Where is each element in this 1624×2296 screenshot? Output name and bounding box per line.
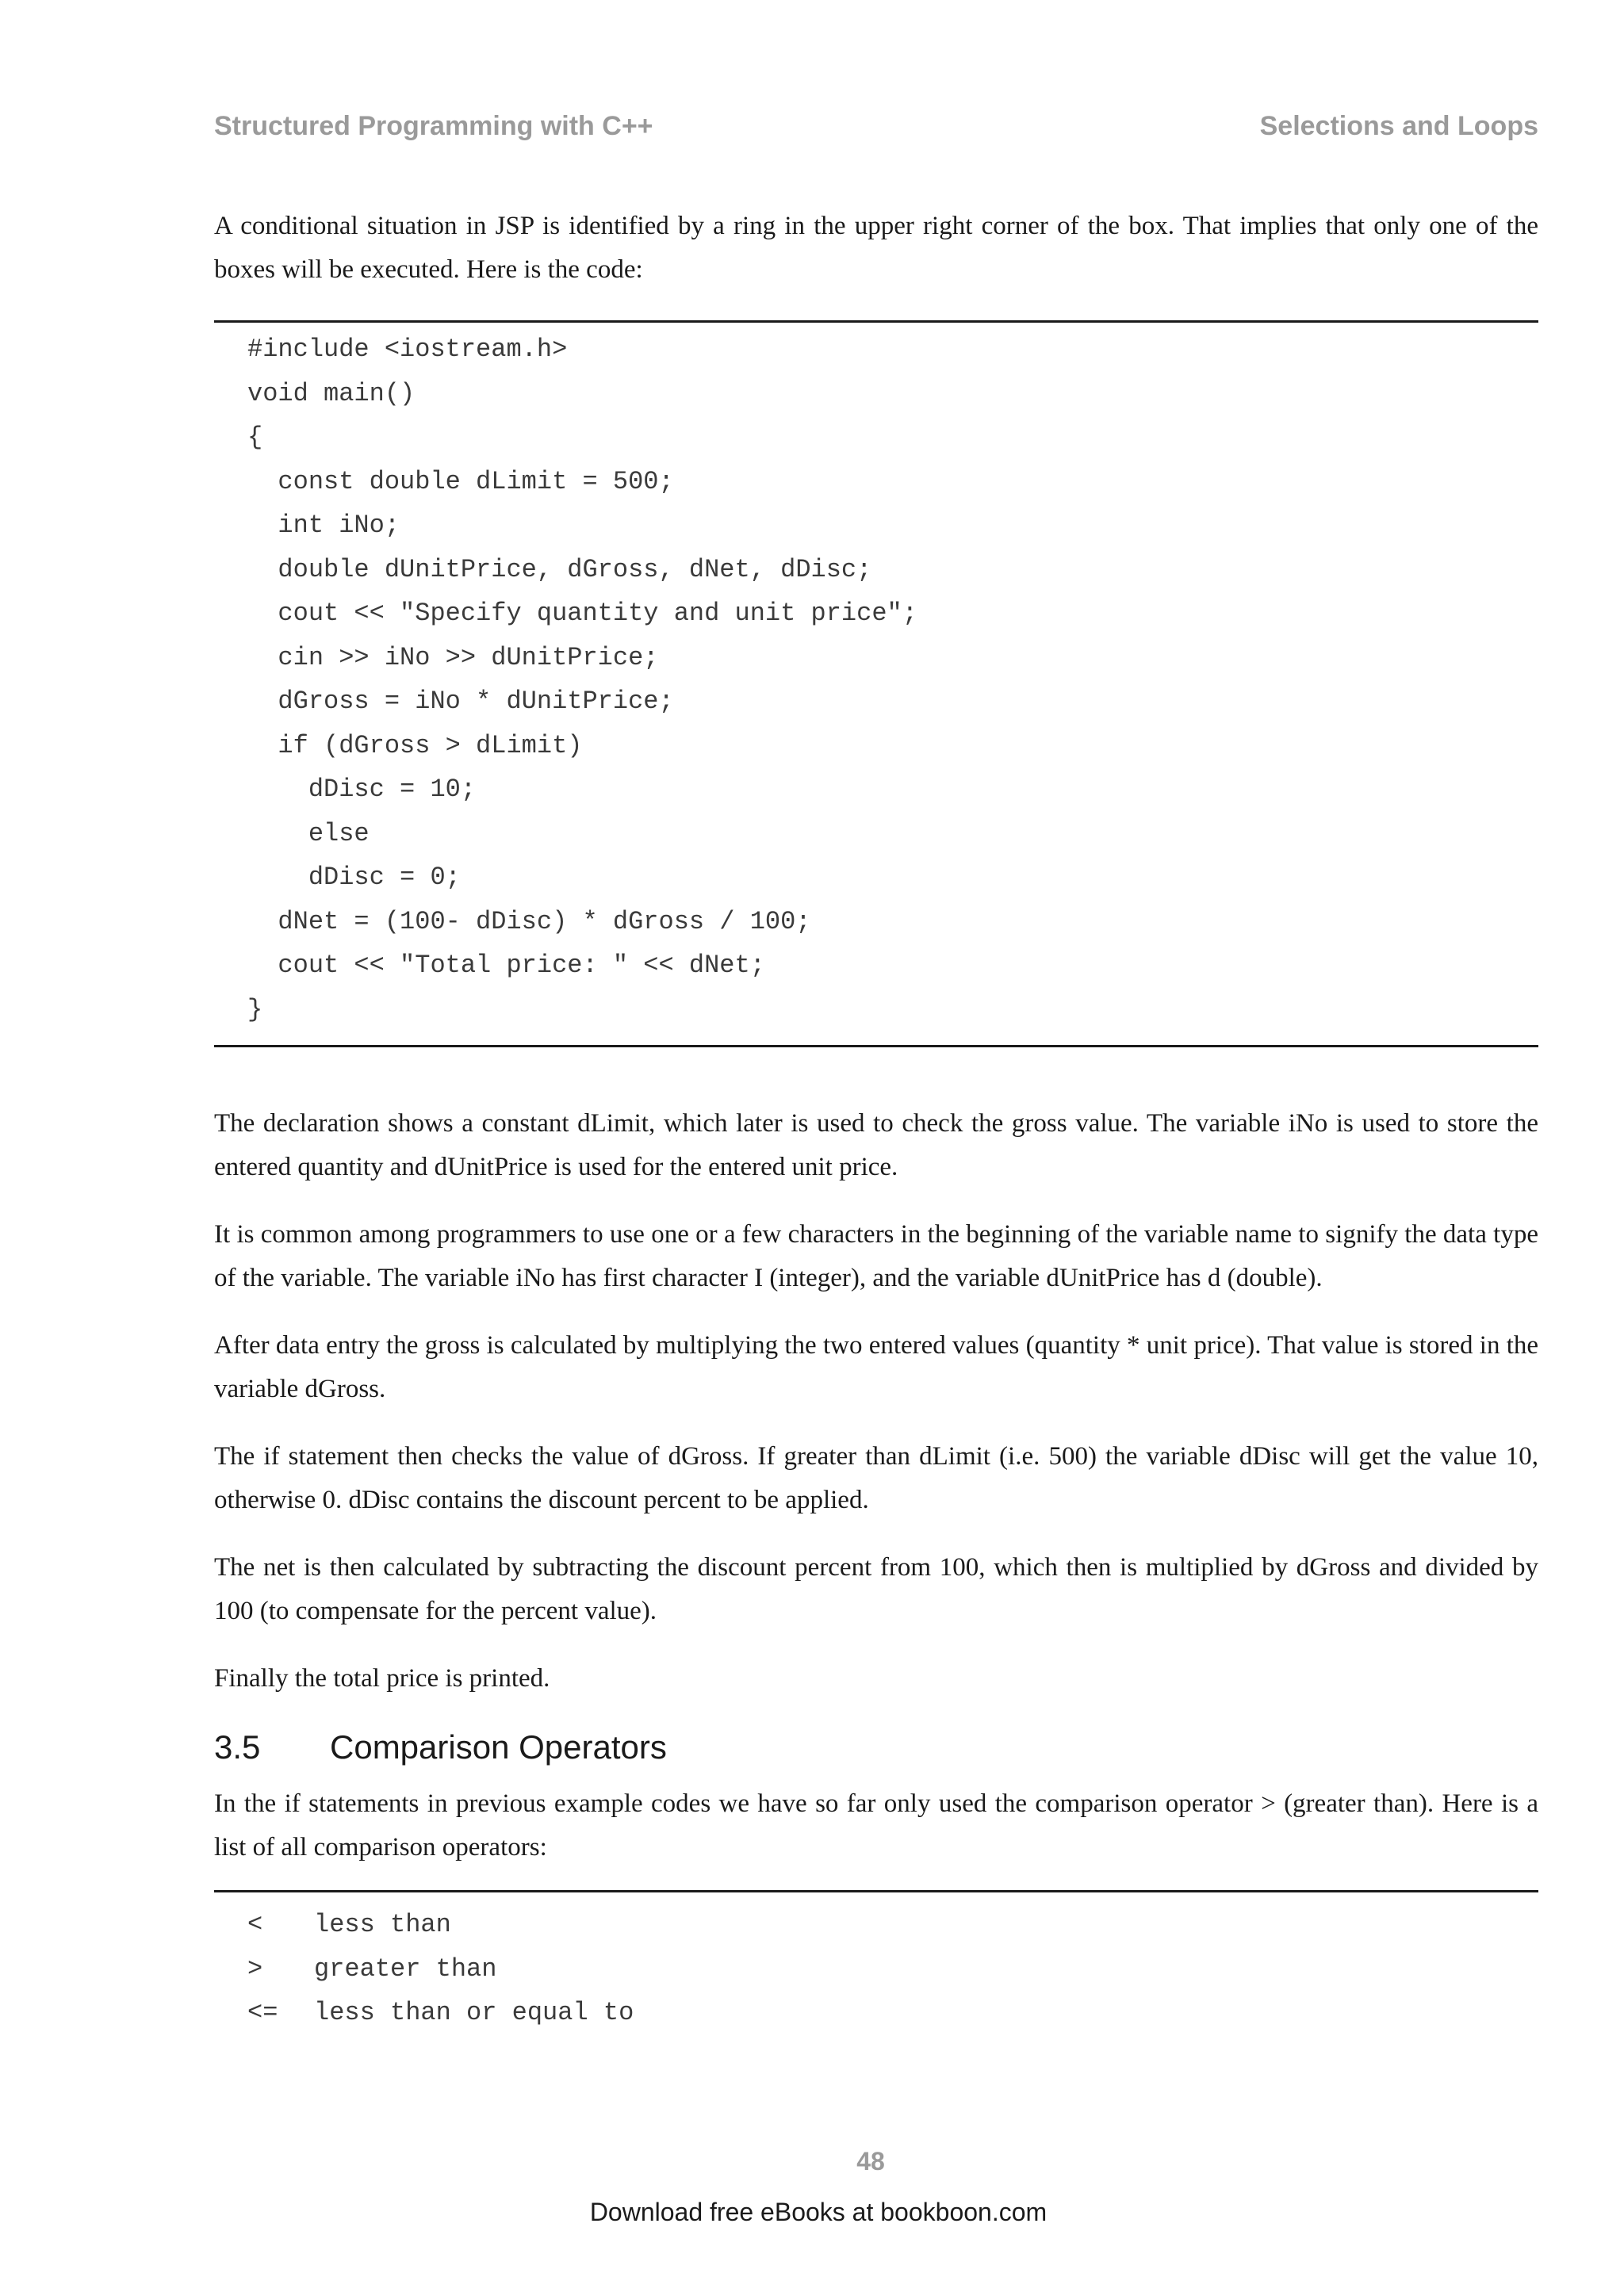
code-line: dGross = iNo * dUnitPrice; [247, 687, 674, 716]
operator-row [247, 1903, 634, 1947]
operator-symbol: > [247, 1954, 263, 1984]
header-book-title: Structured Programming with C++ [214, 111, 653, 141]
body-paragraph: Finally the total price is printed. [214, 1664, 550, 1693]
body-paragraph: The if statement then checks the value of dGross. If greater than dLimit (i.e. 500) the variable dDisc will get the value 10, otherwise 0. dDisc contains the discount percent to be applied. [214, 1442, 1538, 1514]
operators-top-rule [214, 1890, 1538, 1892]
code-line: cout << "Total price: " << dNet; [247, 951, 765, 980]
body-paragraph: It is common among programmers to use one or a few characters in the beginning of the variable name to signify the data type of the variable. The variable iNo has first character I (integer), and the variable dUnitPrice has d (double). [214, 1220, 1538, 1292]
code-top-rule [214, 320, 1538, 323]
code-line: cin >> iNo >> dUnitPrice; [247, 642, 659, 672]
operator-meaning: greater than [314, 1954, 497, 1984]
code-line: int iNo; [247, 511, 400, 540]
operator-symbol: <= [247, 1998, 278, 2027]
operator-row [247, 1947, 634, 1992]
operator-meaning: less than [314, 1910, 451, 1939]
code-line: double dUnitPrice, dGross, dNet, dDisc; [247, 554, 872, 584]
operators-list [247, 1903, 634, 2035]
code-line: #include <iostream.h> [247, 335, 568, 364]
section-intro-paragraph: In the if statements in previous example codes we have so far only used the comparison operator > (greater than). Here is a list of all comparison operators: [214, 1789, 1538, 1862]
footer-link[interactable]: Download free eBooks at bookboon.com [589, 2198, 1048, 2226]
section-title: Comparison Operators [330, 1728, 667, 1766]
body-paragraph: The declaration shows a constant dLimit, which later is used to check the gross value. The variable iNo is used to store the entered quantity and dUnitPrice is used for the entered unit price. [214, 1109, 1538, 1181]
intro-paragraph: A conditional situation in JSP is identified by a ring in the upper right corner of the box. That implies that only one of the boxes will be executed. Here is the code: [214, 212, 1538, 284]
code-line: cout << "Specify quantity and unit price"; [247, 599, 917, 628]
operator-row [247, 1991, 634, 2035]
code-line: dDisc = 10; [247, 775, 477, 804]
code-bottom-rule [214, 1045, 1538, 1047]
code-line: { [247, 423, 263, 452]
body-paragraph: The net is then calculated by subtracting the discount percent from 100, which then is multiplied by dGross and divided by 100 (to compensate for the percent value). [214, 1553, 1538, 1625]
header-chapter-title: Selections and Loops [1259, 111, 1538, 141]
code-line: if (dGross > dLimit) [247, 730, 583, 760]
code-line: } [247, 994, 263, 1024]
running-header [214, 111, 1538, 151]
code-line: else [247, 818, 370, 848]
operator-symbol: < [247, 1910, 263, 1939]
code-line: const double dLimit = 500; [247, 466, 674, 496]
code-line: void main() [247, 378, 416, 408]
section-number: 3.5 [214, 1728, 261, 1766]
operator-meaning: less than or equal to [314, 1998, 634, 2027]
code-block [247, 327, 917, 1031]
page-number: 48 [856, 2147, 885, 2175]
code-line: dNet = (100- dDisc) * dGross / 100; [247, 906, 811, 936]
section-heading [214, 1728, 667, 1766]
body-paragraph: After data entry the gross is calculated by multiplying the two entered values (quantity * unit price). That value is stored in the variable dGross. [214, 1331, 1539, 1403]
code-line: dDisc = 0; [247, 863, 461, 892]
